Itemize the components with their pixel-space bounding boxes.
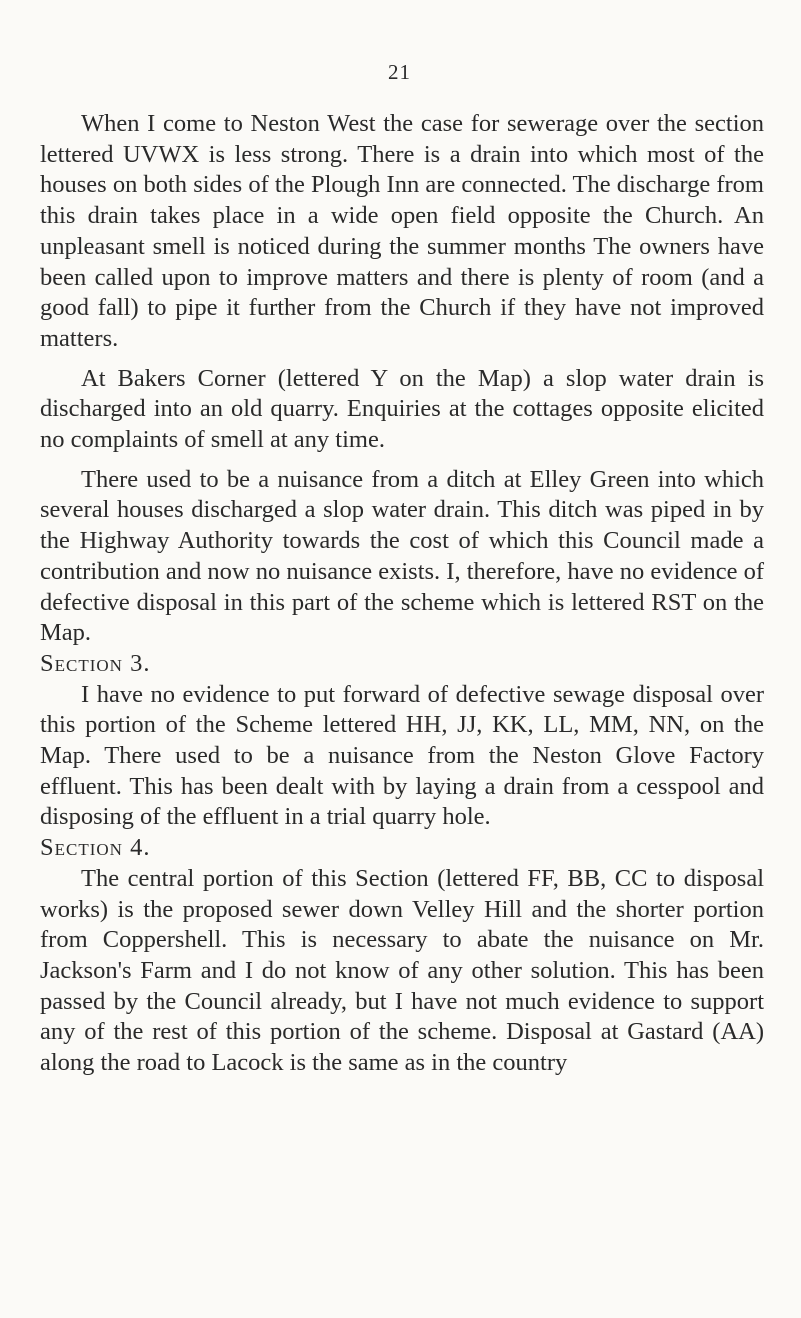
paragraph-section-3: I have no evidence to put forward of defective sewage disposal over this portion of the Scheme lettered HH, JJ, KK, LL, MM, NN, on the Map. There used to be a nuisance from the Neston Glove Factory effluent. This has been dealt with by laying a drain from a cesspool and disposing of the effluent in a trial quarry hole. xyxy=(40,680,764,831)
section-4-heading: Section 4. xyxy=(40,834,151,862)
paragraph-section-4: The central portion of this Section (lettered FF, BB, CC to disposal works) is the proposed sewer down Velley Hill and the shorter portion from Coppershell. This is necessary to abate the nuisance on Mr. Jackson's Farm and I do not know of any other solution. This has been passed by the Council already, but I have not much evidence to support any of the rest of this portion of the scheme. Disposal at Gastard (AA) along the road to Lacock is the same as in the country xyxy=(40,864,764,1077)
page-number: 21 xyxy=(388,60,411,84)
paragraph-elley-green: There used to be a nuisance from a ditch at Elley Green into which several houses discharged a slop water drain. This ditch was piped in by the Highway Authority towards the cost of which this Council made a contribution and now no nuisance exists. I, therefore, have no evidence of defective disposal in this part of the scheme which is lettered RST on the Map. xyxy=(40,465,764,647)
body-text xyxy=(40,109,764,1079)
paragraph-bakers-corner: At Bakers Corner (lettered Y on the Map) a slop water drain is discharged into an old quarry. Enquiries at the cottages opposite elicited no complaints of smell at any time. xyxy=(40,364,764,454)
section-3-heading: Section 3. xyxy=(40,649,151,677)
paragraph-neston-west: When I come to Neston West the case for sewerage over the section lettered UVWX is less strong. There is a drain into which most of the houses on both sides of the Plough Inn are connected. The discharge from this drain takes place in a wide open field opposite the Church. An unpleasant smell is noticed during the summer months The owners have been called upon to improve matters and there is plenty of room (and a good fall) to pipe it further from the Church if they have not improved matters. xyxy=(40,110,764,352)
